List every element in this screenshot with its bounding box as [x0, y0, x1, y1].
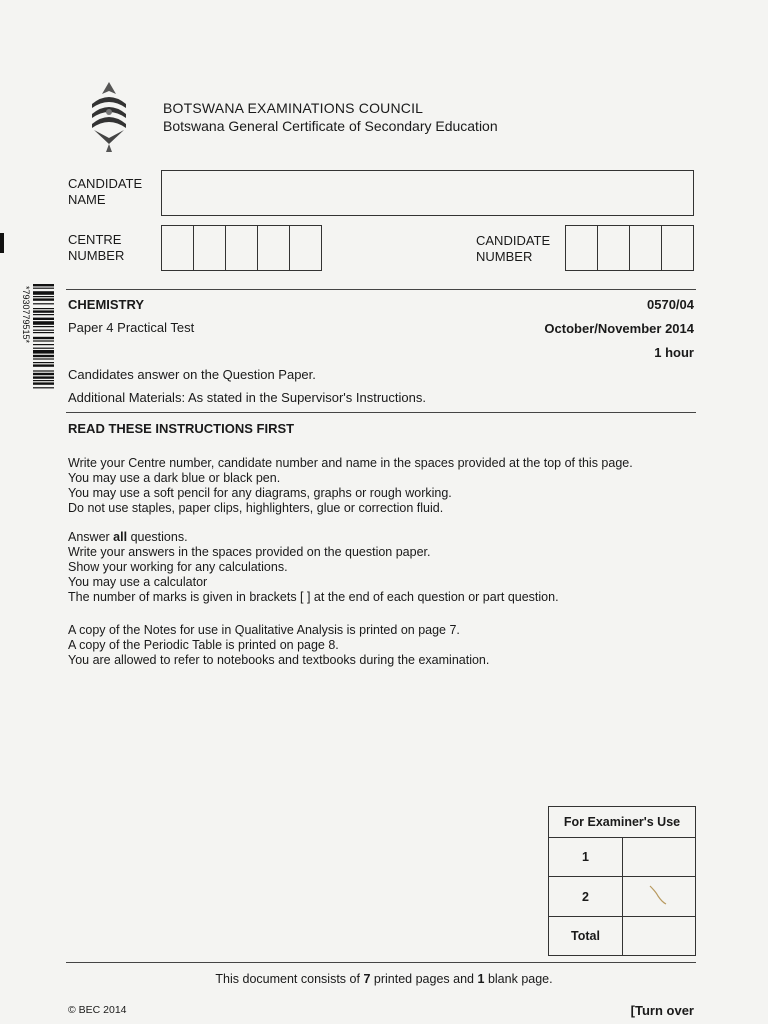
instruction-line: Write your Centre number, candidate number and name in the spaces provided at the top of this page.: [68, 456, 633, 470]
council-name: BOTSWANA EXAMINATIONS COUNCIL: [163, 100, 424, 116]
instruction-line: The number of marks is given in brackets [ ] at the end of each question or part question.: [68, 590, 559, 604]
turn-over-label: [Turn over: [630, 1003, 694, 1018]
table-row: [549, 877, 696, 917]
instructions-block: [68, 623, 708, 668]
question-number: 1: [549, 838, 623, 877]
instructions-block: [68, 456, 708, 516]
barcode-bar: [33, 332, 54, 333]
total-label: Total: [549, 917, 623, 956]
barcode-bar: [33, 355, 54, 357]
divider: [66, 412, 696, 413]
candidate-digit-box[interactable]: [662, 226, 693, 270]
instruction-line: You may use a calculator: [68, 575, 208, 589]
divider: [66, 289, 696, 290]
instruction-line: Write your answers in the spaces provided on the question paper.: [68, 545, 431, 559]
instructions-heading: READ THESE INSTRUCTIONS FIRST: [68, 421, 295, 436]
barcode-bar: [33, 350, 54, 354]
candidate-number-label: CANDIDATE NUMBER: [476, 233, 551, 264]
bec-logo-icon: [88, 82, 130, 152]
exam-duration: 1 hour: [654, 345, 694, 360]
instructions-block: [68, 530, 708, 605]
table-row: [549, 838, 696, 877]
centre-digit-box[interactable]: [162, 226, 194, 270]
divider: [66, 962, 696, 963]
barcode-bar: [33, 298, 54, 300]
mark-cell[interactable]: [623, 838, 696, 877]
barcode-bar: [33, 340, 54, 341]
candidate-digit-box[interactable]: [630, 226, 662, 270]
barcode-bar: [33, 284, 54, 286]
instruction-line: Show your working for any calculations.: [68, 560, 288, 574]
exam-session: October/November 2014: [544, 321, 694, 336]
examiner-table-heading: For Examiner's Use: [549, 807, 696, 838]
certificate-name: Botswana General Certificate of Secondary Education: [163, 118, 498, 134]
table-row: [549, 917, 696, 956]
barcode-bar: [33, 310, 54, 312]
barcode-bar: [33, 326, 54, 327]
candidate-name-label: CANDIDATE NAME: [68, 176, 143, 207]
barcode-bar: [33, 373, 54, 375]
centre-number-label: CENTRE NUMBER: [68, 232, 125, 263]
pencil-mark-icon: [624, 878, 694, 912]
centre-digit-box[interactable]: [290, 226, 321, 270]
examiner-use-table: [548, 806, 696, 956]
instruction-line: You may use a soft pencil for any diagrams, graphs or rough working.: [68, 486, 452, 500]
instruction-line: Do not use staples, paper clips, highlighters, glue or correction fluid.: [68, 501, 444, 515]
barcode-bar: [33, 380, 54, 381]
barcode-text: *7930779515*: [21, 286, 31, 344]
candidate-number-field[interactable]: [565, 225, 694, 271]
barcode-bar: [33, 330, 54, 331]
copyright: © BEC 2014: [68, 1004, 127, 1016]
barcode-bar: [33, 348, 54, 349]
additional-materials: Additional Materials: As stated in the Supervisor's Instructions.: [68, 390, 426, 405]
barcode-bar: [33, 370, 54, 371]
barcode-bar: [33, 358, 54, 359]
barcode-bar: [33, 303, 54, 304]
barcode-bar: [33, 314, 54, 315]
barcode-bar: [33, 308, 54, 309]
barcode-bar: [33, 288, 54, 289]
barcode-bar: [33, 296, 54, 297]
candidate-digit-box[interactable]: [598, 226, 630, 270]
centre-digit-box[interactable]: [226, 226, 258, 270]
barcode-bar: [33, 364, 54, 366]
barcode-bar: [33, 387, 54, 388]
page-count-note: This document consists of 7 printed pages and 1 blank page.: [215, 972, 553, 986]
barcode-bar: [33, 382, 54, 384]
centre-digit-box[interactable]: [258, 226, 290, 270]
barcode-bar: [33, 376, 54, 378]
question-number: 2: [549, 877, 623, 917]
instruction-line: Answer all questions.: [68, 530, 188, 544]
instruction-line: You may use a dark blue or black pen.: [68, 471, 281, 485]
centre-digit-box[interactable]: [194, 226, 226, 270]
subject-title: CHEMISTRY: [68, 297, 145, 312]
instruction-line: A copy of the Notes for use in Qualitative Analysis is printed on page 7.: [68, 623, 460, 637]
syllabus-code: 0570/04: [647, 297, 694, 312]
margin-mark: [0, 233, 4, 253]
barcode-bar: [33, 362, 54, 363]
total-cell[interactable]: [623, 917, 696, 956]
candidate-name-field[interactable]: [161, 170, 694, 216]
answer-on-note: Candidates answer on the Question Paper.: [68, 367, 316, 382]
centre-number-field[interactable]: [161, 225, 322, 271]
candidate-digit-box[interactable]: [566, 226, 598, 270]
instruction-line: You are allowed to refer to notebooks and textbooks during the examination.: [68, 653, 490, 667]
barcode-bar: [33, 337, 54, 339]
barcode-bar: [33, 291, 54, 295]
barcode-bar: [33, 321, 54, 325]
barcode-bar: [33, 344, 54, 345]
instruction-line: A copy of the Periodic Table is printed on page 8.: [68, 638, 339, 652]
barcode-bar: [33, 318, 54, 320]
paper-title: Paper 4 Practical Test: [68, 320, 195, 335]
mark-cell[interactable]: [623, 877, 696, 917]
barcode-icon: [16, 284, 56, 432]
